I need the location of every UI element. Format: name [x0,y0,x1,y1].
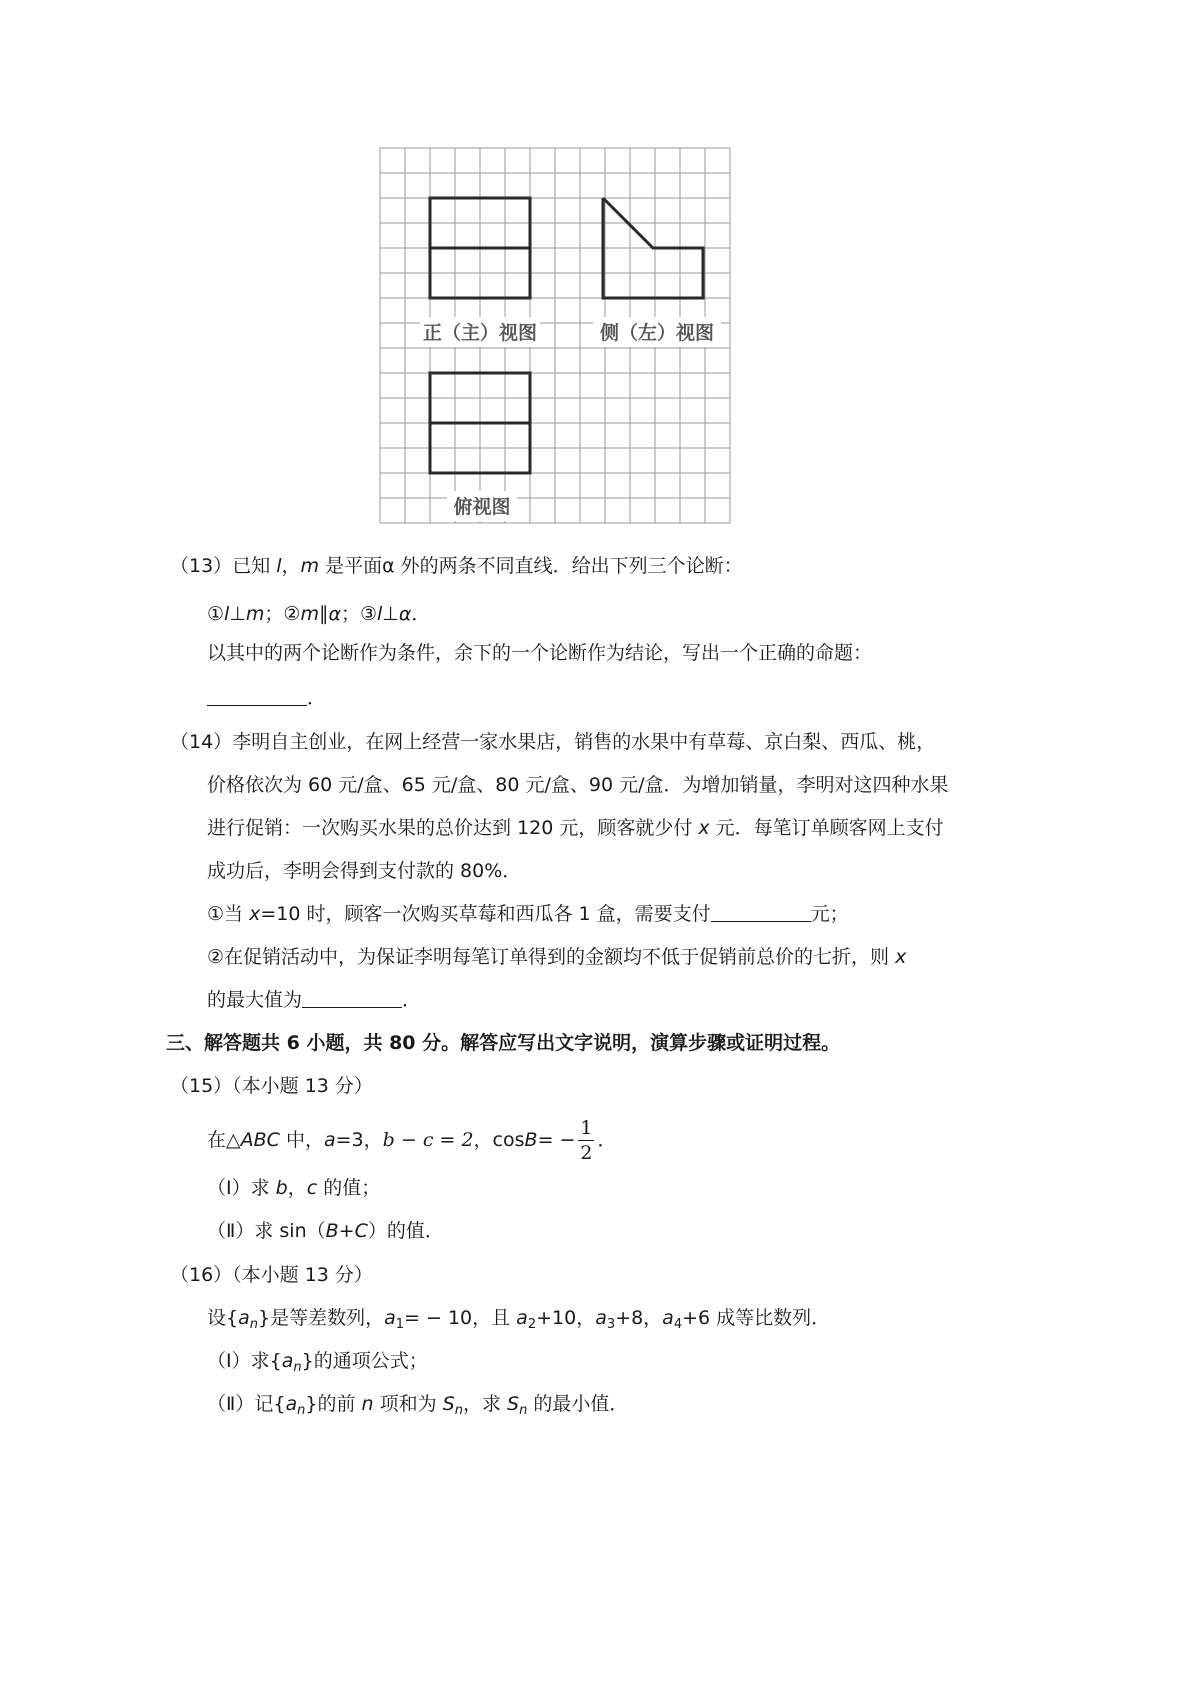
front-view-label: 正（主）视图 [422,322,538,344]
q14-line2: 价格依次为 60 元/盒、65 元/盒、80 元/盒、90 元/盒．为增加销量，李明对这四种水果 [207,774,949,796]
q14-line1: （14）李明自主创业，在网上经营一家水果店，销售的水果中有草莓、京白梨、西瓜、桃， [170,731,936,753]
q16-part1: （Ⅰ）求$\{a_n\}$的通项公式； [207,1350,428,1375]
q13-line3: 以其中的两个论断作为条件，余下的一个论断作为结论，写出一个正确的命题： [207,642,873,664]
q14-line5: ①当 x=10 时，顾客一次购买草莓和西瓜各 1 盒，需要支付 元； [207,903,849,925]
section3-title: 三、解答题共 6 小题，共 80 分。解答应写出文字说明，演算步骤或证明过程。 [166,1032,841,1054]
one-half-fraction: $\frac{1}{2}$ [580,1117,593,1164]
side-view-label: 侧（左）视图 [599,322,715,344]
q14-blank1 [711,901,811,922]
q16-header: （16）（本小题 13 分） [170,1264,373,1286]
q15-part2: （Ⅱ）求 sin（B+C）的值． [207,1220,444,1242]
q13-line4: ． [207,685,326,711]
q14-line6: ②在促销活动中，为保证李明每笔订单得到的金额均不低于促销前总价的七折，则 x [207,946,907,968]
q14-line7: 的最大值为 ． [207,989,422,1011]
q14-line4: 成功后，李明会得到支付款的 80%． [207,860,522,882]
top-view-label: 俯视图 [453,496,511,518]
three-view-figure [375,145,735,530]
q15-header: （15）（本小题 13 分） [170,1075,373,1097]
q13-answer-blank [207,685,307,706]
q13-line1: （13）已知 l，m 是平面α 外的两条不同直线．给出下列三个论断： [170,555,743,577]
q16-stem: 设$\{a_n\}$是等差数列，$a_1= - 10$，且 $a_2+10$，$a_3+8$，$a_4+6$ 成等比数列． [207,1307,831,1332]
q14-line3: 进行促销：一次购买水果的总价达到 120 元，顾客就少付 x 元．每笔订单顾客网上支付 [207,817,944,839]
q15-stem: 在△ABC 中，a=3，b − c = 2，cosB= − $\frac{1}{2}$ ． [207,1117,617,1164]
q16-part2: （Ⅱ）记$\{a_n\}$的前 n 项和为 $S_n$，求 $S_n$ 的最小值． [207,1393,629,1418]
q15-part1: （Ⅰ）求 b，c 的值； [207,1177,381,1199]
q14-blank2 [302,987,402,1008]
q13-line2: ①l⊥m；②m∥α；③l⊥α． [207,603,431,625]
